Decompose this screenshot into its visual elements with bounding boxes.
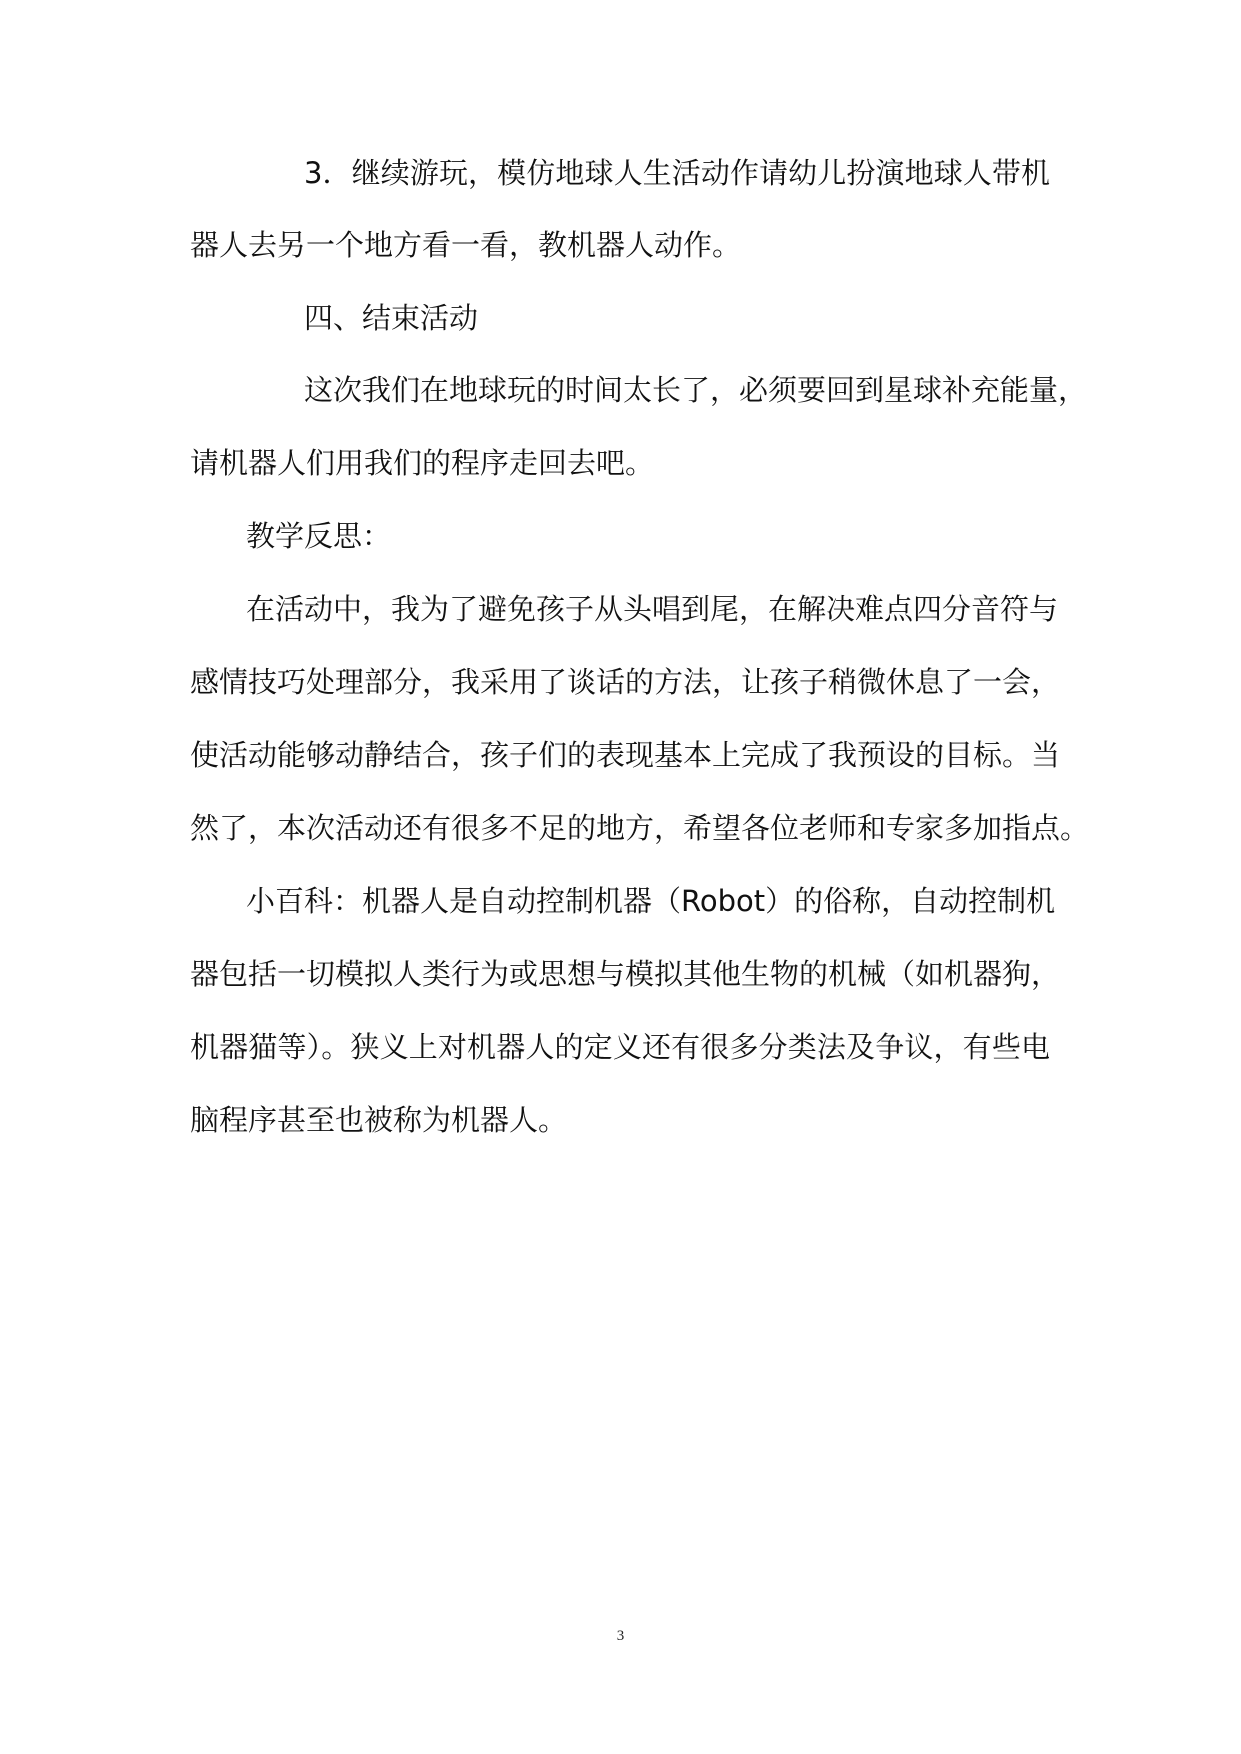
paragraph-line-10: 然了，本次活动还有很多不足的地方，希望各位老师和专家多加指点。 [190,811,1090,845]
section-heading: 四、结束活动 [304,301,479,335]
paragraph-line-5: 请机器人们用我们的程序走回去吧。 [190,446,655,480]
paragraph-line-2: 器人去另一个地方看一看，教机器人动作。 [190,228,742,262]
paragraph-line-13: 机器猫等）。狭义上对机器人的定义还有很多分类法及争议，有些电 [190,1030,1050,1064]
paragraph-line-1: 3．继续游玩，模仿地球人生活动作请幼儿扮演地球人带机 [304,156,1050,190]
paragraph-line-11: 小百科：机器人是自动控制机器（Robot）的俗称，自动控制机 [246,884,1056,918]
paragraph-line-7: 在活动中，我为了避免孩子从头唱到尾，在解决难点四分音符与 [246,592,1059,626]
paragraph-line-12: 器包括一切模拟人类行为或思想与模拟其他生物的机械（如机器狗， [190,957,1061,991]
paragraph-line-8: 感情技巧处理部分，我采用了谈话的方法，让孩子稍微休息了一会， [190,665,1061,699]
paragraph-line-14: 脑程序甚至也被称为机器人。 [190,1103,568,1137]
page-number: 3 [616,1628,625,1644]
paragraph-line-9: 使活动能够动静结合，孩子们的表现基本上完成了我预设的目标。当 [190,738,1061,772]
paragraph-line-4: 这次我们在地球玩的时间太长了，必须要回到星球补充能量， [304,373,1088,407]
reflection-heading: 教学反思： [246,519,392,553]
